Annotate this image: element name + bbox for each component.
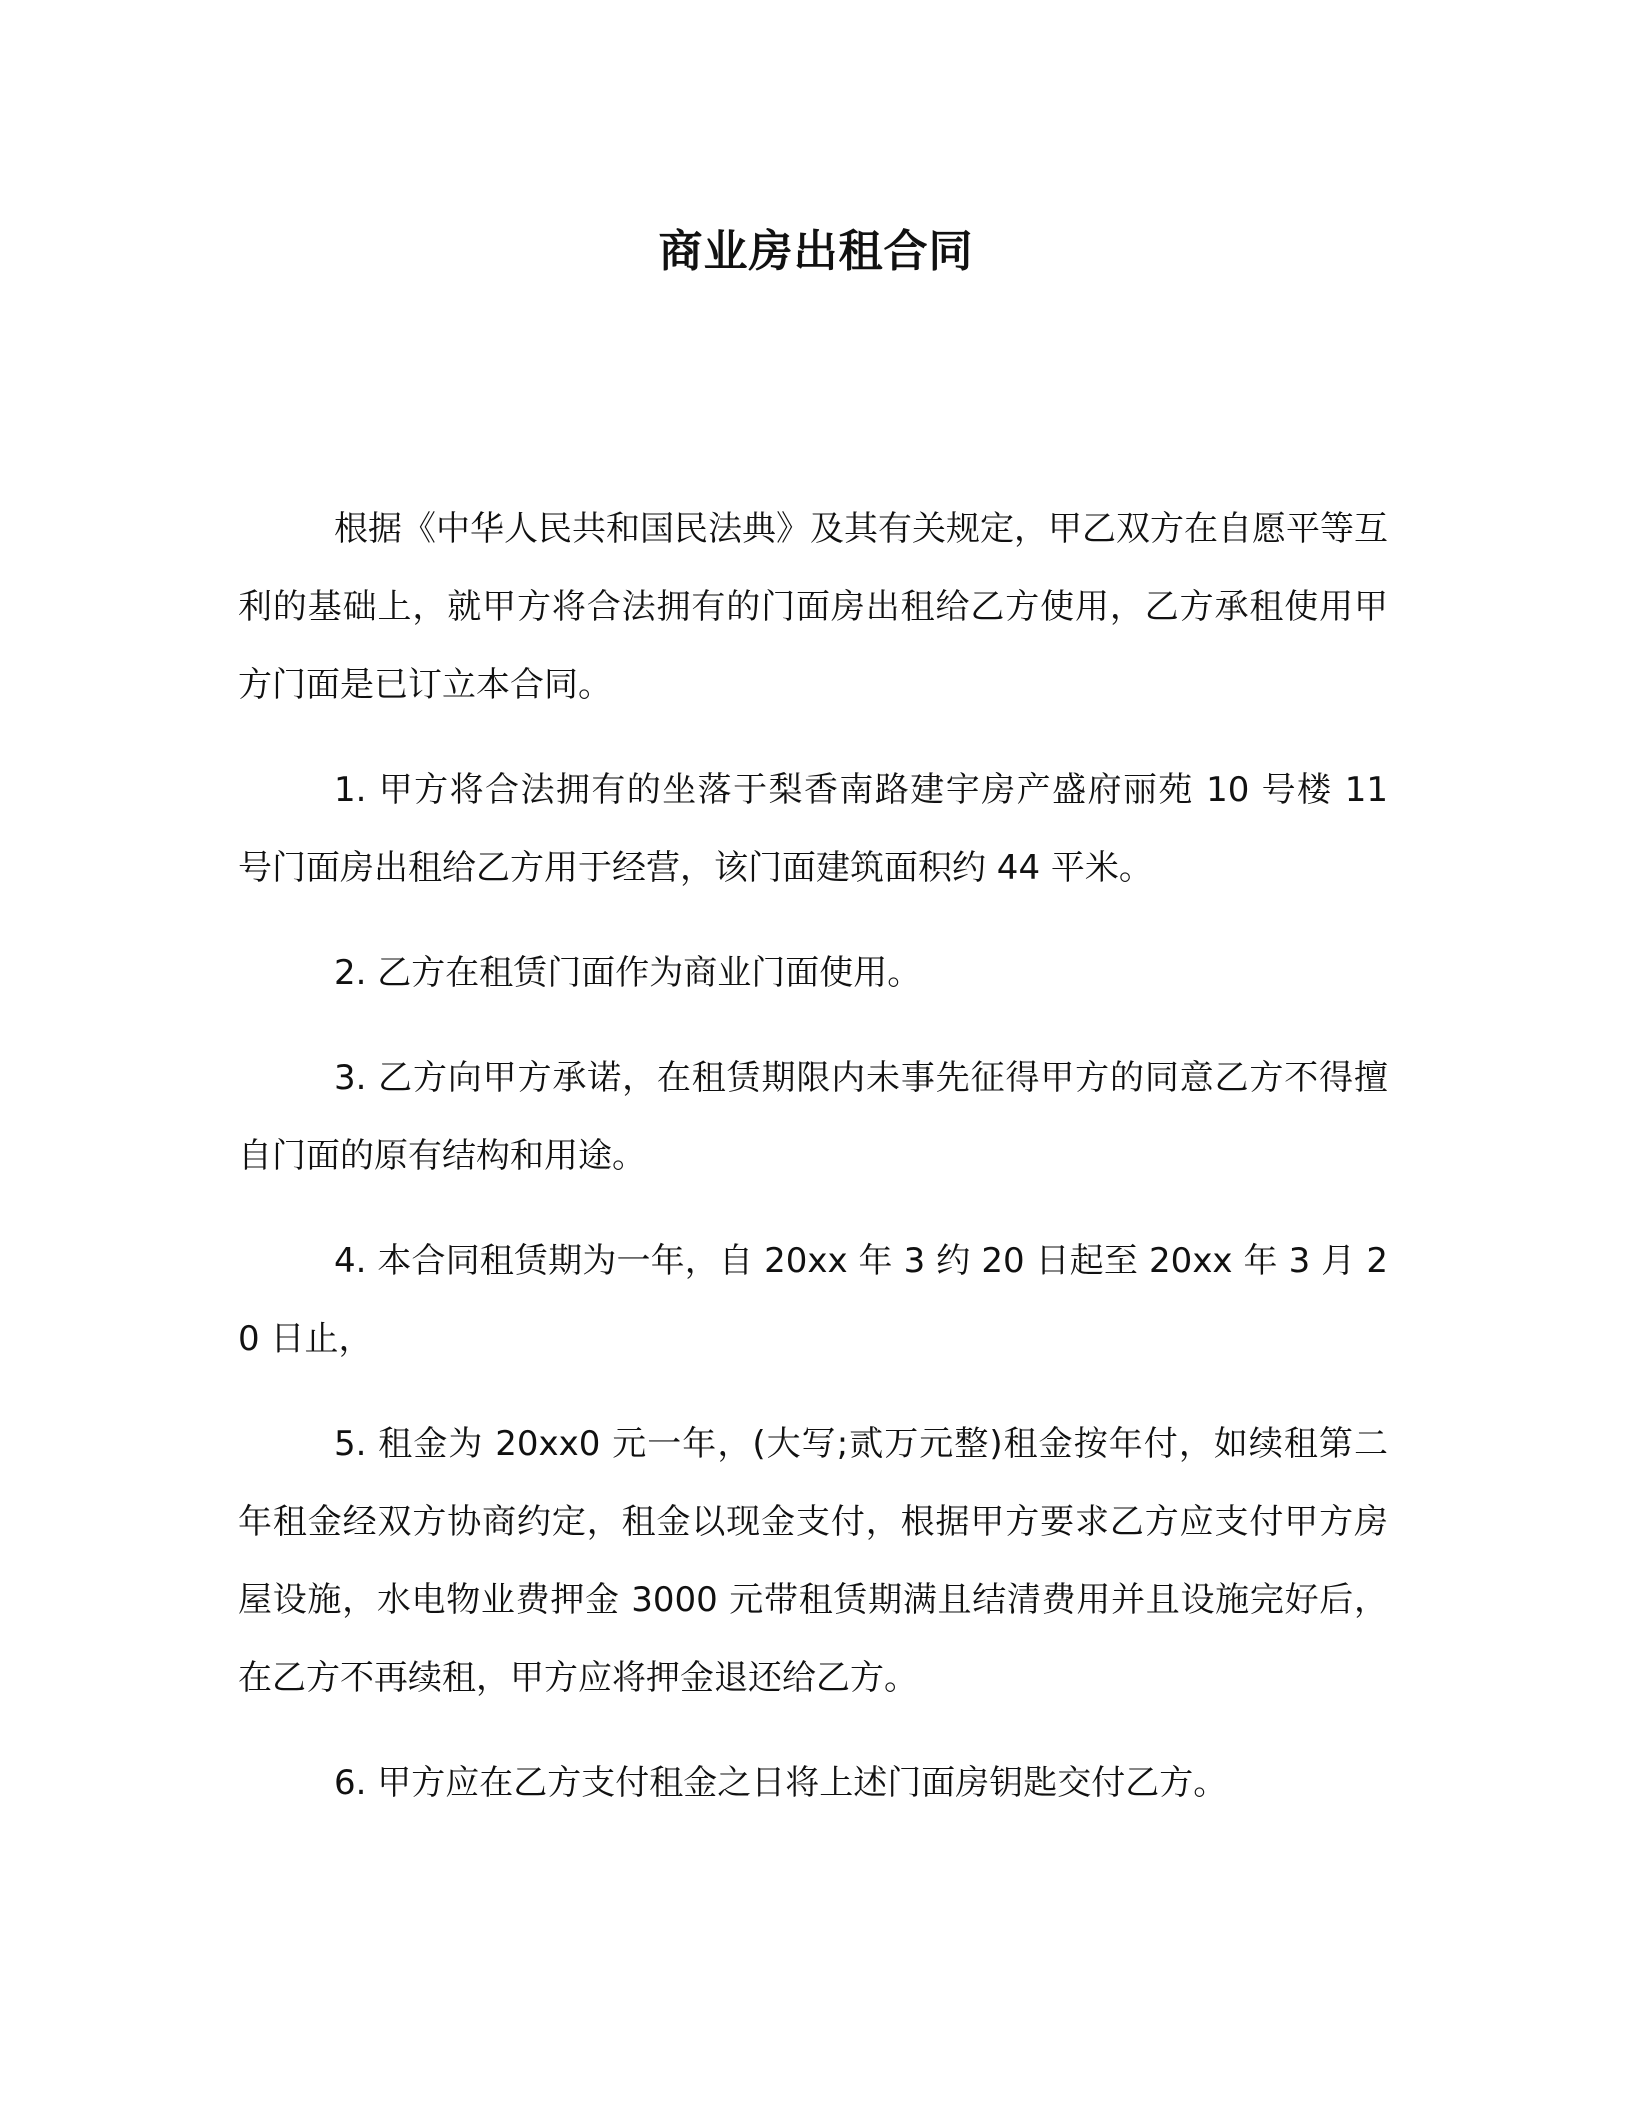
clause-1: 1. 甲方将合法拥有的坐落于梨香南路建宇房产盛府丽苑 10 号楼 11 号门面房出租给乙方用于经营，该门面建筑面积约 44 平米。 [238,770,1388,888]
clause-2: 2. 乙方在租赁门面作为商业门面使用。 [334,953,922,993]
clause-6: 6. 甲方应在乙方支付租金之日将上述门面房钥匙交付乙方。 [334,1763,1228,1803]
document-body [238,490,1388,1849]
clause-3: 3. 乙方向甲方承诺，在租赁期限内未事先征得甲方的同意乙方不得擅自门面的原有结构和用途。 [238,1058,1388,1176]
document-title: 商业房出租合同 [658,226,974,277]
clause-4: 4. 本合同租赁期为一年，自 20xx 年 3 约 20 日起至 20xx 年 3 月 20 日止， [238,1241,1388,1359]
intro-paragraph: 根据《中华人民共和国民法典》及其有关规定，甲乙双方在自愿平等互利的基础上，就甲方将合法拥有的门面房出租给乙方使用，乙方承租使用甲方门面是已订立本合同。 [238,509,1388,705]
clause-5: 5. 租金为 20xx0 元一年，(大写;贰万元整)租金按年付，如续租第二年租金经双方协商约定，租金以现金支付，根据甲方要求乙方应支付甲方房屋设施，水电物业费押金 3000 元带租赁期满且结清费用并且设施完好后，在乙方不再续租，甲方应将押金退还给乙方。 [238,1424,1388,1698]
